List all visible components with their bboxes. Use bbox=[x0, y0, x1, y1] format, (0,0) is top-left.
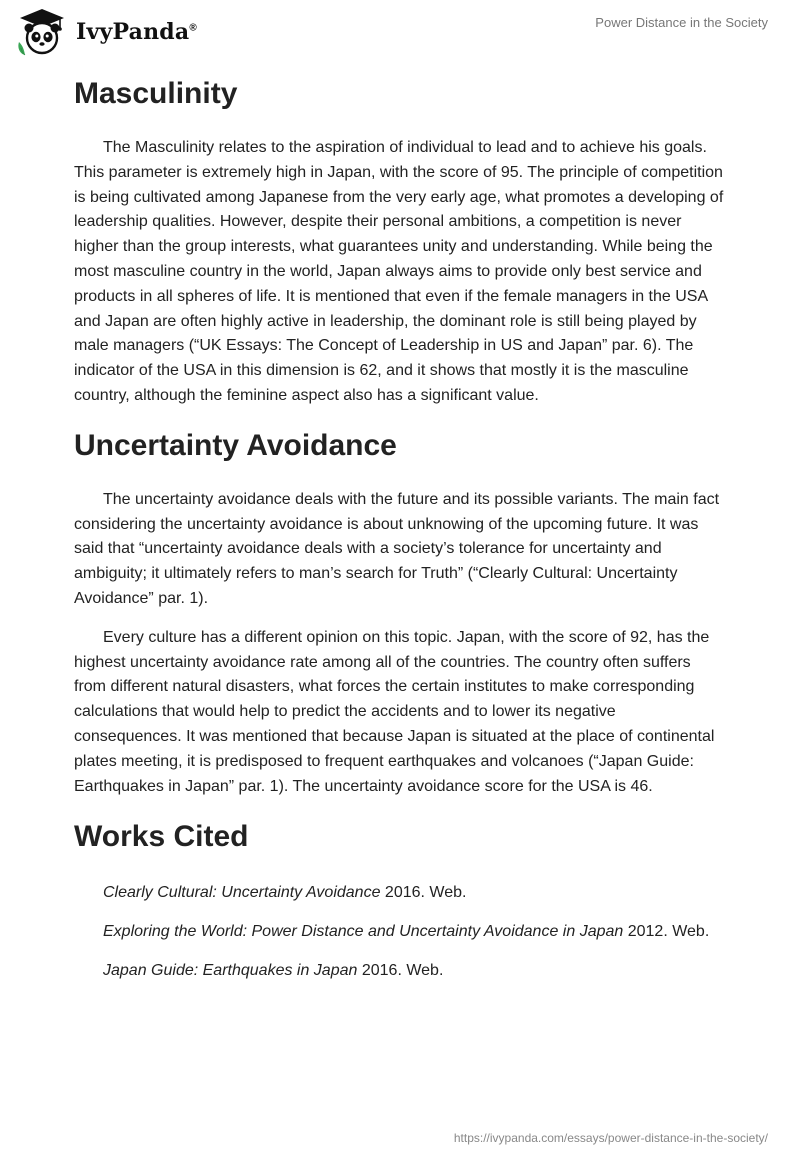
citation-details: 2016. Web. bbox=[380, 884, 467, 902]
paragraph-uncertainty-1: The uncertainty avoidance deals with the future and its possible variants. The main fact considering the uncertainty avoidance is about unknowing of the upcoming future. It was said that “uncertainty avoidance deals with a society’s tolerance for uncertainty and ambiguity; it ultimately refers to man’s search for Truth” (“Clearly Cultural: Uncertainty Avoidance” par. 1). bbox=[74, 490, 720, 607]
heading-uncertainty-avoidance: Uncertainty Avoidance bbox=[74, 428, 397, 462]
citation-item bbox=[74, 920, 726, 945]
paragraph-uncertainty-2: Every culture has a different opinion on this topic. Japan, with the score of 92, has the highest uncertainty avoidance rate among all of the countries. The country often suffers from different natural disasters, what forces the certain institutes to make corresponding calculations that would help to predict the accidents and to lower its negative consequences. It was mentioned that because Japan is situated at the place of continental plates meeting, it is predisposed to frequent earthquakes and volcanoes (“Japan Guide: Earthquakes in Japan” par. 1). The uncertainty avoidance score for the USA is 46. bbox=[74, 628, 715, 795]
ivypanda-logo[interactable] bbox=[16, 6, 197, 58]
essay-content bbox=[74, 68, 726, 984]
citation-title: Clearly Cultural: Uncertainty Avoidance bbox=[103, 884, 381, 902]
page-header bbox=[0, 0, 800, 64]
registered-mark: ® bbox=[189, 22, 197, 34]
paragraph-masculinity: The Masculinity relates to the aspiration of individual to lead and to achieve his goals. This parameter is extremely high in Japan, with the score of 95. The principle of competition is being cultivated among Japanese from the very early age, what promotes a developing of leadership qualities. However, despite their personal ambitions, a competition is never higher than the group interests, what guarantees unity and understanding. While being the most masculine country in the world, Japan always aims to provide only best service and products in all spheres of life. It is mentioned that even if the female managers in the USA and Japan are often highly active in leadership, the dominant role is still being played by male managers (“UK Essays: The Concept of Leadership in US and Japan” par. 6). The indicator of the USA in this dimension is 62, and it shows that mostly it is the masculine country, although the feminine aspect also has a significant value. bbox=[74, 139, 724, 404]
panda-graduation-cap-icon bbox=[16, 6, 68, 58]
heading-works-cited: Works Cited bbox=[74, 820, 249, 854]
running-title: Power Distance in the Society bbox=[595, 15, 768, 30]
citation-details: 2016. Web. bbox=[357, 961, 444, 979]
citation-title: Exploring the World: Power Distance and Uncertainty Avoidance in Japan bbox=[103, 923, 624, 941]
brand-name-text: IvyPanda bbox=[76, 19, 190, 45]
heading-masculinity: Masculinity bbox=[74, 77, 238, 110]
citation-title: Japan Guide: Earthquakes in Japan bbox=[103, 961, 358, 979]
brand-name bbox=[76, 19, 197, 45]
footer-source-url[interactable]: https://ivypanda.com/essays/power-distance-in-the-society/ bbox=[453, 1131, 768, 1145]
citation-item bbox=[74, 959, 726, 984]
citation-details: 2012. Web. bbox=[623, 923, 710, 941]
citation-item bbox=[74, 881, 726, 906]
